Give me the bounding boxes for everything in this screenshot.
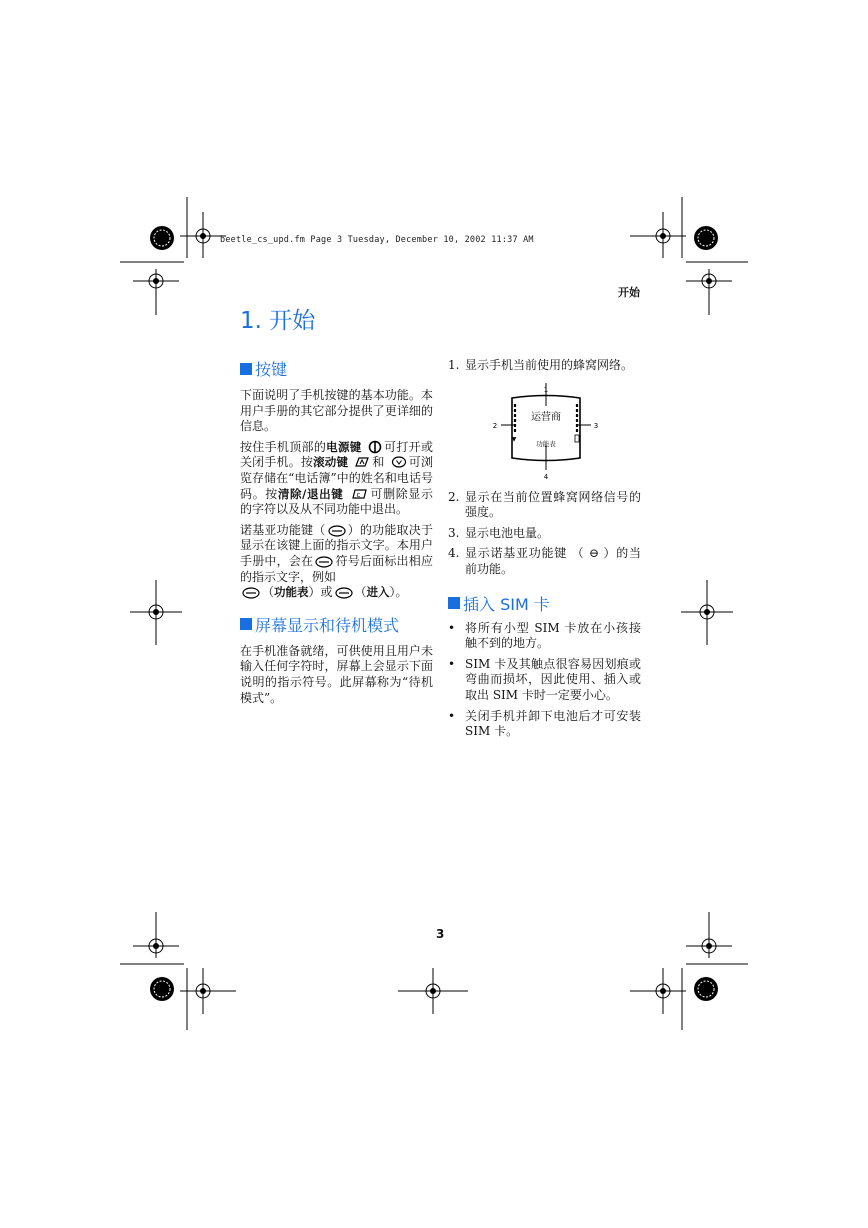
section-heading-display (240, 613, 433, 636)
bullet-icon: • (448, 708, 456, 723)
clear-key-label: 清除/退出键 (277, 486, 344, 501)
text-run: 可打开或关闭手机。按 (240, 439, 433, 470)
bullet-text: SIM 卡及其触点很容易因划痕或弯曲而损坏，因此使用、插入或取出 SIM 卡时一定要小心。 (465, 656, 641, 702)
enter-label: 进入 (366, 585, 390, 600)
scroll-key-label: 滚动键 (313, 455, 349, 470)
item-number: 1. (448, 358, 460, 372)
item-text: 显示电池电量。 (465, 525, 550, 540)
scroll-down-key-icon (391, 455, 407, 469)
power-key-icon (368, 440, 382, 454)
section-square-icon (240, 618, 252, 630)
selection-key-icon (242, 587, 260, 599)
chapter-title: 1. 开始 (240, 308, 316, 334)
bullet-item (448, 709, 641, 740)
text-run: 诺基亚功能键（ (240, 522, 326, 537)
item-number: 4. (448, 546, 460, 561)
numbered-item (448, 358, 641, 374)
keys-paragraph-2 (240, 440, 433, 518)
callout-1: 1 (543, 385, 549, 394)
item-text: 显示诺基亚功能键 （ ⊖ ）的当前功能。 (465, 546, 641, 576)
section-heading-keys (240, 357, 433, 380)
scroll-up-key-icon (354, 455, 370, 469)
running-header: 开始 (618, 286, 640, 299)
numbered-item (448, 526, 641, 542)
text-run: 按住手机顶部的 (240, 439, 327, 454)
text-run: 符号后面标出相应的指示文字，例如 (240, 553, 433, 584)
section-square-icon (240, 363, 252, 375)
battery-icon (575, 435, 579, 442)
callout-3: 3 (593, 421, 599, 430)
softkey-label: 功能表 (536, 439, 556, 448)
selection-key-icon (315, 556, 333, 568)
bullet-text: 关闭手机并卸下电池后才可安装 SIM 卡。 (465, 708, 641, 739)
numbered-item (448, 546, 641, 577)
right-column (448, 358, 641, 740)
bullet-item (448, 621, 641, 652)
print-header: beetle_cs_upd.fm Page 3 Tuesday, December 10, 2002 11:37 AM (220, 235, 534, 245)
signal-icon: ▼ (511, 435, 517, 443)
section-square-icon (448, 597, 460, 609)
bullet-icon: • (448, 620, 456, 635)
numbered-item (448, 490, 641, 521)
keys-paragraph-3 (240, 523, 433, 601)
text-run: ）的功能取决于显示在该键上面的指示文字。本用户手册中，会在 (240, 522, 433, 568)
sim-heading: 插入 SIM 卡 (463, 594, 550, 614)
keys-heading: 按键 (255, 360, 288, 379)
callout-4: 4 (543, 472, 549, 480)
menu-label: 功能表 (274, 585, 309, 600)
power-key-label: 电源键 (326, 439, 362, 454)
item-text: 显示手机当前使用的蜂窝网络。 (465, 358, 634, 372)
bullet-icon: • (448, 656, 456, 671)
text-run: （ (262, 585, 275, 600)
text-run: 可浏览存储在“电话簿”中的姓名和电话号码。按 (240, 455, 433, 501)
item-number: 2. (448, 489, 460, 504)
display-heading: 屏幕显示和待机模式 (255, 615, 400, 635)
text-run: ）。 (389, 585, 408, 600)
callout-2: 2 (492, 421, 498, 430)
clear-key-icon (350, 487, 368, 501)
standby-display-diagram (448, 380, 641, 480)
text-run: 和 (372, 455, 385, 470)
display-paragraph: 在手机准备就绪，可供使用且用户未输入任何字符时，屏幕上会显示下面说明的指示符号。此屏幕称为“待机模式”。 (240, 643, 433, 705)
operator-name: 运营商 (531, 411, 561, 423)
text-run: ）或 (308, 585, 333, 600)
item-number: 3. (448, 525, 460, 540)
keys-paragraph-1: 下面说明了手机按键的基本功能。本用户手册的其它部分提供了更详细的信息。 (240, 388, 433, 434)
svg-text:c: c (356, 490, 361, 499)
text-run: 可删除显示的字符以及从不同功能中退出。 (240, 486, 433, 517)
selection-key-icon (335, 587, 353, 599)
item-text: 显示在当前位置蜂窝网络信号的强度。 (465, 489, 641, 520)
bullet-text: 将所有小型 SIM 卡放在小孩接触不到的地方。 (465, 620, 641, 651)
text-run: （ (354, 585, 367, 600)
bullet-item (448, 657, 641, 704)
left-column (240, 357, 433, 706)
selection-key-icon (328, 525, 346, 537)
section-heading-sim (448, 592, 641, 615)
page-number: 3 (436, 927, 445, 941)
